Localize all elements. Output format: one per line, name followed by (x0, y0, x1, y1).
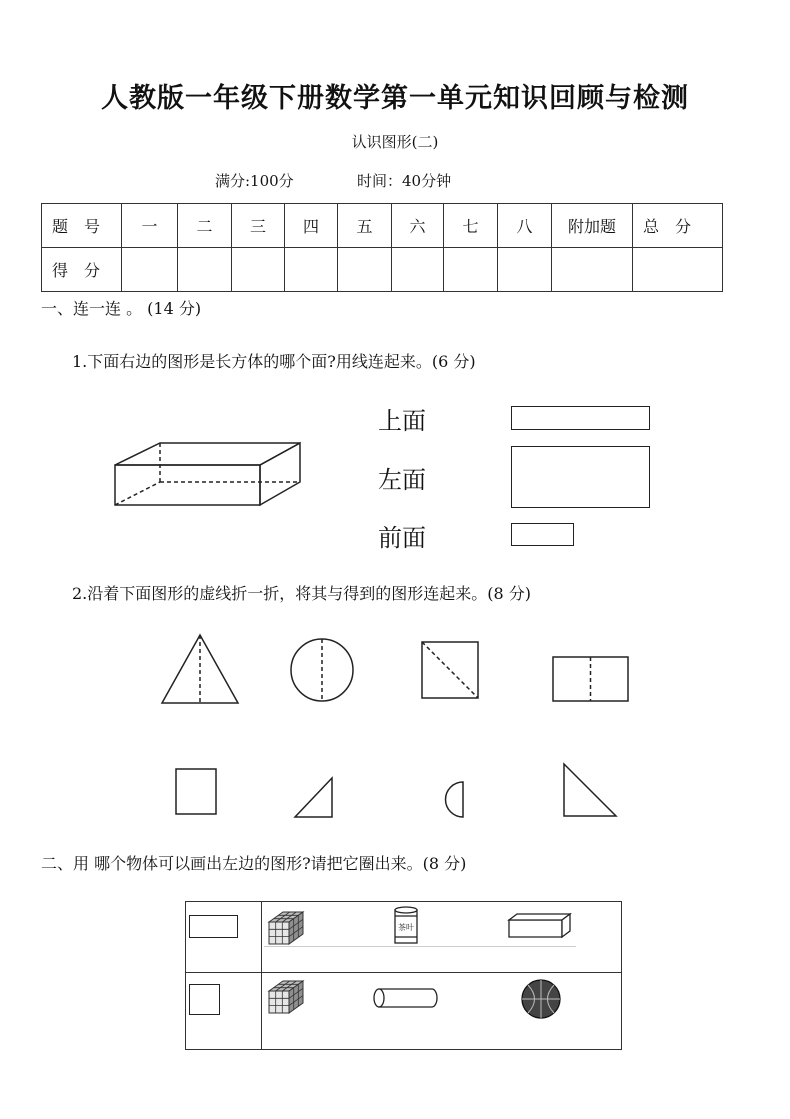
target-rectangle (189, 915, 238, 938)
score-header-cell: 附加题 (552, 204, 633, 248)
label-left-face: 左面 (378, 466, 426, 494)
score-header-cell: 八 (498, 204, 552, 248)
score-input-cell[interactable] (633, 248, 723, 292)
row-divider-line (264, 946, 576, 947)
full-score: 满分:100分 (215, 172, 294, 190)
score-header-cell: 六 (392, 204, 444, 248)
score-header-cell: 题 号 (42, 204, 122, 248)
section1-heading: 一、连一连 。 (14 分) (41, 299, 202, 318)
shape-small-rectangle[interactable] (511, 523, 574, 546)
target-shape-cell (186, 973, 262, 1050)
section2-heading: 二、用 哪个物体可以画出左边的图形?请把它圈出来。(8 分) (41, 854, 467, 873)
score-input-cell[interactable] (552, 248, 633, 292)
score-input-cell[interactable] (178, 248, 232, 292)
objects-cell (262, 973, 622, 1050)
objects-row (186, 902, 622, 973)
score-header-cell: 一 (122, 204, 178, 248)
cuboid-figure (110, 440, 305, 510)
shape-large-rectangle[interactable] (511, 446, 650, 508)
score-header-cell: 三 (232, 204, 285, 248)
label-front-face: 前面 (378, 524, 426, 552)
shape-wide-rectangle[interactable] (511, 406, 650, 430)
page-subtitle: 认识图形(二) (351, 133, 439, 151)
score-header-cell: 总 分 (633, 204, 723, 248)
page-title: 人教版一年级下册数学第一单元知识回顾与检测 (101, 83, 689, 114)
score-header-cell: 七 (444, 204, 498, 248)
question1-text: 1.下面右边的图形是长方体的哪个面?用线连起来。(6 分) (72, 352, 476, 371)
rubik-cube-icon[interactable] (267, 979, 312, 1015)
score-input-cell[interactable] (232, 248, 285, 292)
rubik-cube-icon[interactable] (267, 910, 312, 946)
score-header-row (42, 204, 723, 248)
right-triangle-isoceles-result[interactable] (561, 761, 621, 819)
cuboid-box-icon[interactable] (507, 912, 577, 942)
score-input-cell[interactable] (444, 248, 498, 292)
objects-row (186, 973, 622, 1050)
score-input-cell[interactable] (285, 248, 338, 292)
score-input-cell[interactable] (338, 248, 392, 292)
semicircle-result[interactable] (431, 781, 467, 819)
small-square-result[interactable] (175, 768, 219, 818)
circle-fold-shape[interactable] (290, 638, 356, 704)
score-header-cell: 二 (178, 204, 232, 248)
target-square (189, 984, 220, 1015)
score-header-cell: 四 (285, 204, 338, 248)
question2-text: 2.沿着下面图形的虚线折一折，将其与得到的图形连起来。(8 分) (72, 584, 532, 603)
square-fold-shape[interactable] (421, 641, 481, 701)
score-row-label: 得 分 (42, 248, 122, 292)
score-input-cell[interactable] (122, 248, 178, 292)
label-top-face: 上面 (378, 407, 426, 435)
time-limit: 时间：40分钟 (357, 172, 452, 190)
basketball-icon[interactable] (520, 978, 564, 1022)
objects-table (185, 901, 622, 1050)
cylinder-icon[interactable] (372, 987, 442, 1011)
tea-can-label: 茶叶 (398, 923, 414, 932)
score-input-cell[interactable] (498, 248, 552, 292)
score-input-cell[interactable] (392, 248, 444, 292)
rectangle-fold-shape[interactable] (552, 656, 632, 706)
score-value-row (42, 248, 723, 292)
score-header-cell: 五 (338, 204, 392, 248)
right-triangle-tall-result[interactable] (293, 776, 337, 820)
score-table (41, 203, 723, 292)
triangle-fold-shape[interactable] (160, 633, 240, 705)
tea-can-icon[interactable] (392, 906, 422, 946)
target-shape-cell (186, 902, 262, 973)
objects-cell (262, 902, 622, 973)
